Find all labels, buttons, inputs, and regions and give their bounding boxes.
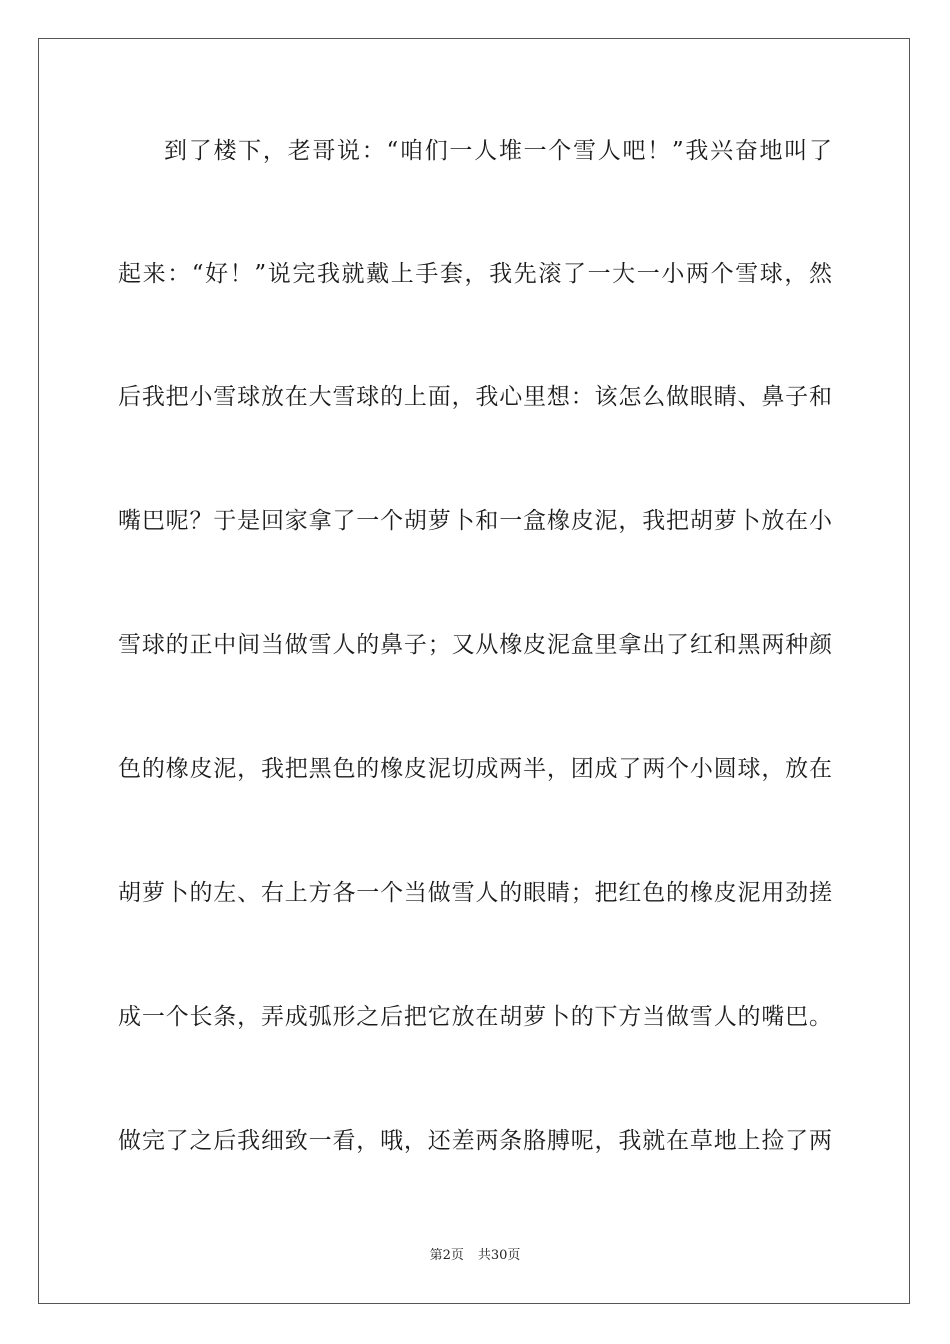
paragraph-line-1: 到了楼下，老哥说：“咱们一人堆一个雪人吧！”我兴奋地叫了 <box>164 138 832 164</box>
paragraph-line-2: 起来：“好！”说完我就戴上手套，我先滚了一大一小两个雪球，然 <box>118 261 832 287</box>
page-total: 共30页 <box>477 1248 521 1263</box>
paragraph-line-7: 胡萝卜的左、右上方各一个当做雪人的眼睛；把红色的橡皮泥用劲搓 <box>118 880 832 906</box>
paragraph-line-5: 雪球的正中间当做雪人的鼻子；又从橡皮泥盒里拿出了红和黑两种颜 <box>118 632 832 658</box>
paragraph-line-6: 色的橡皮泥，我把黑色的橡皮泥切成两半，团成了两个小圆球，放在 <box>118 756 832 782</box>
paragraph-line-3: 后我把小雪球放在大雪球的上面，我心里想：该怎么做眼睛、鼻子和 <box>118 384 832 410</box>
paragraph-line-8: 成一个长条，弄成弧形之后把它放在胡萝卜的下方当做雪人的嘴巴。 <box>118 1004 832 1030</box>
page-footer <box>0 1248 950 1264</box>
page-border <box>38 38 910 1304</box>
paragraph-line-9: 做完了之后我细致一看，哦，还差两条胳膊呢，我就在草地上捡了两 <box>118 1128 832 1154</box>
paragraph-line-4: 嘴巴呢？于是回家拿了一个胡萝卜和一盒橡皮泥，我把胡萝卜放在小 <box>118 508 832 534</box>
page-number: 第2页 <box>429 1248 464 1263</box>
